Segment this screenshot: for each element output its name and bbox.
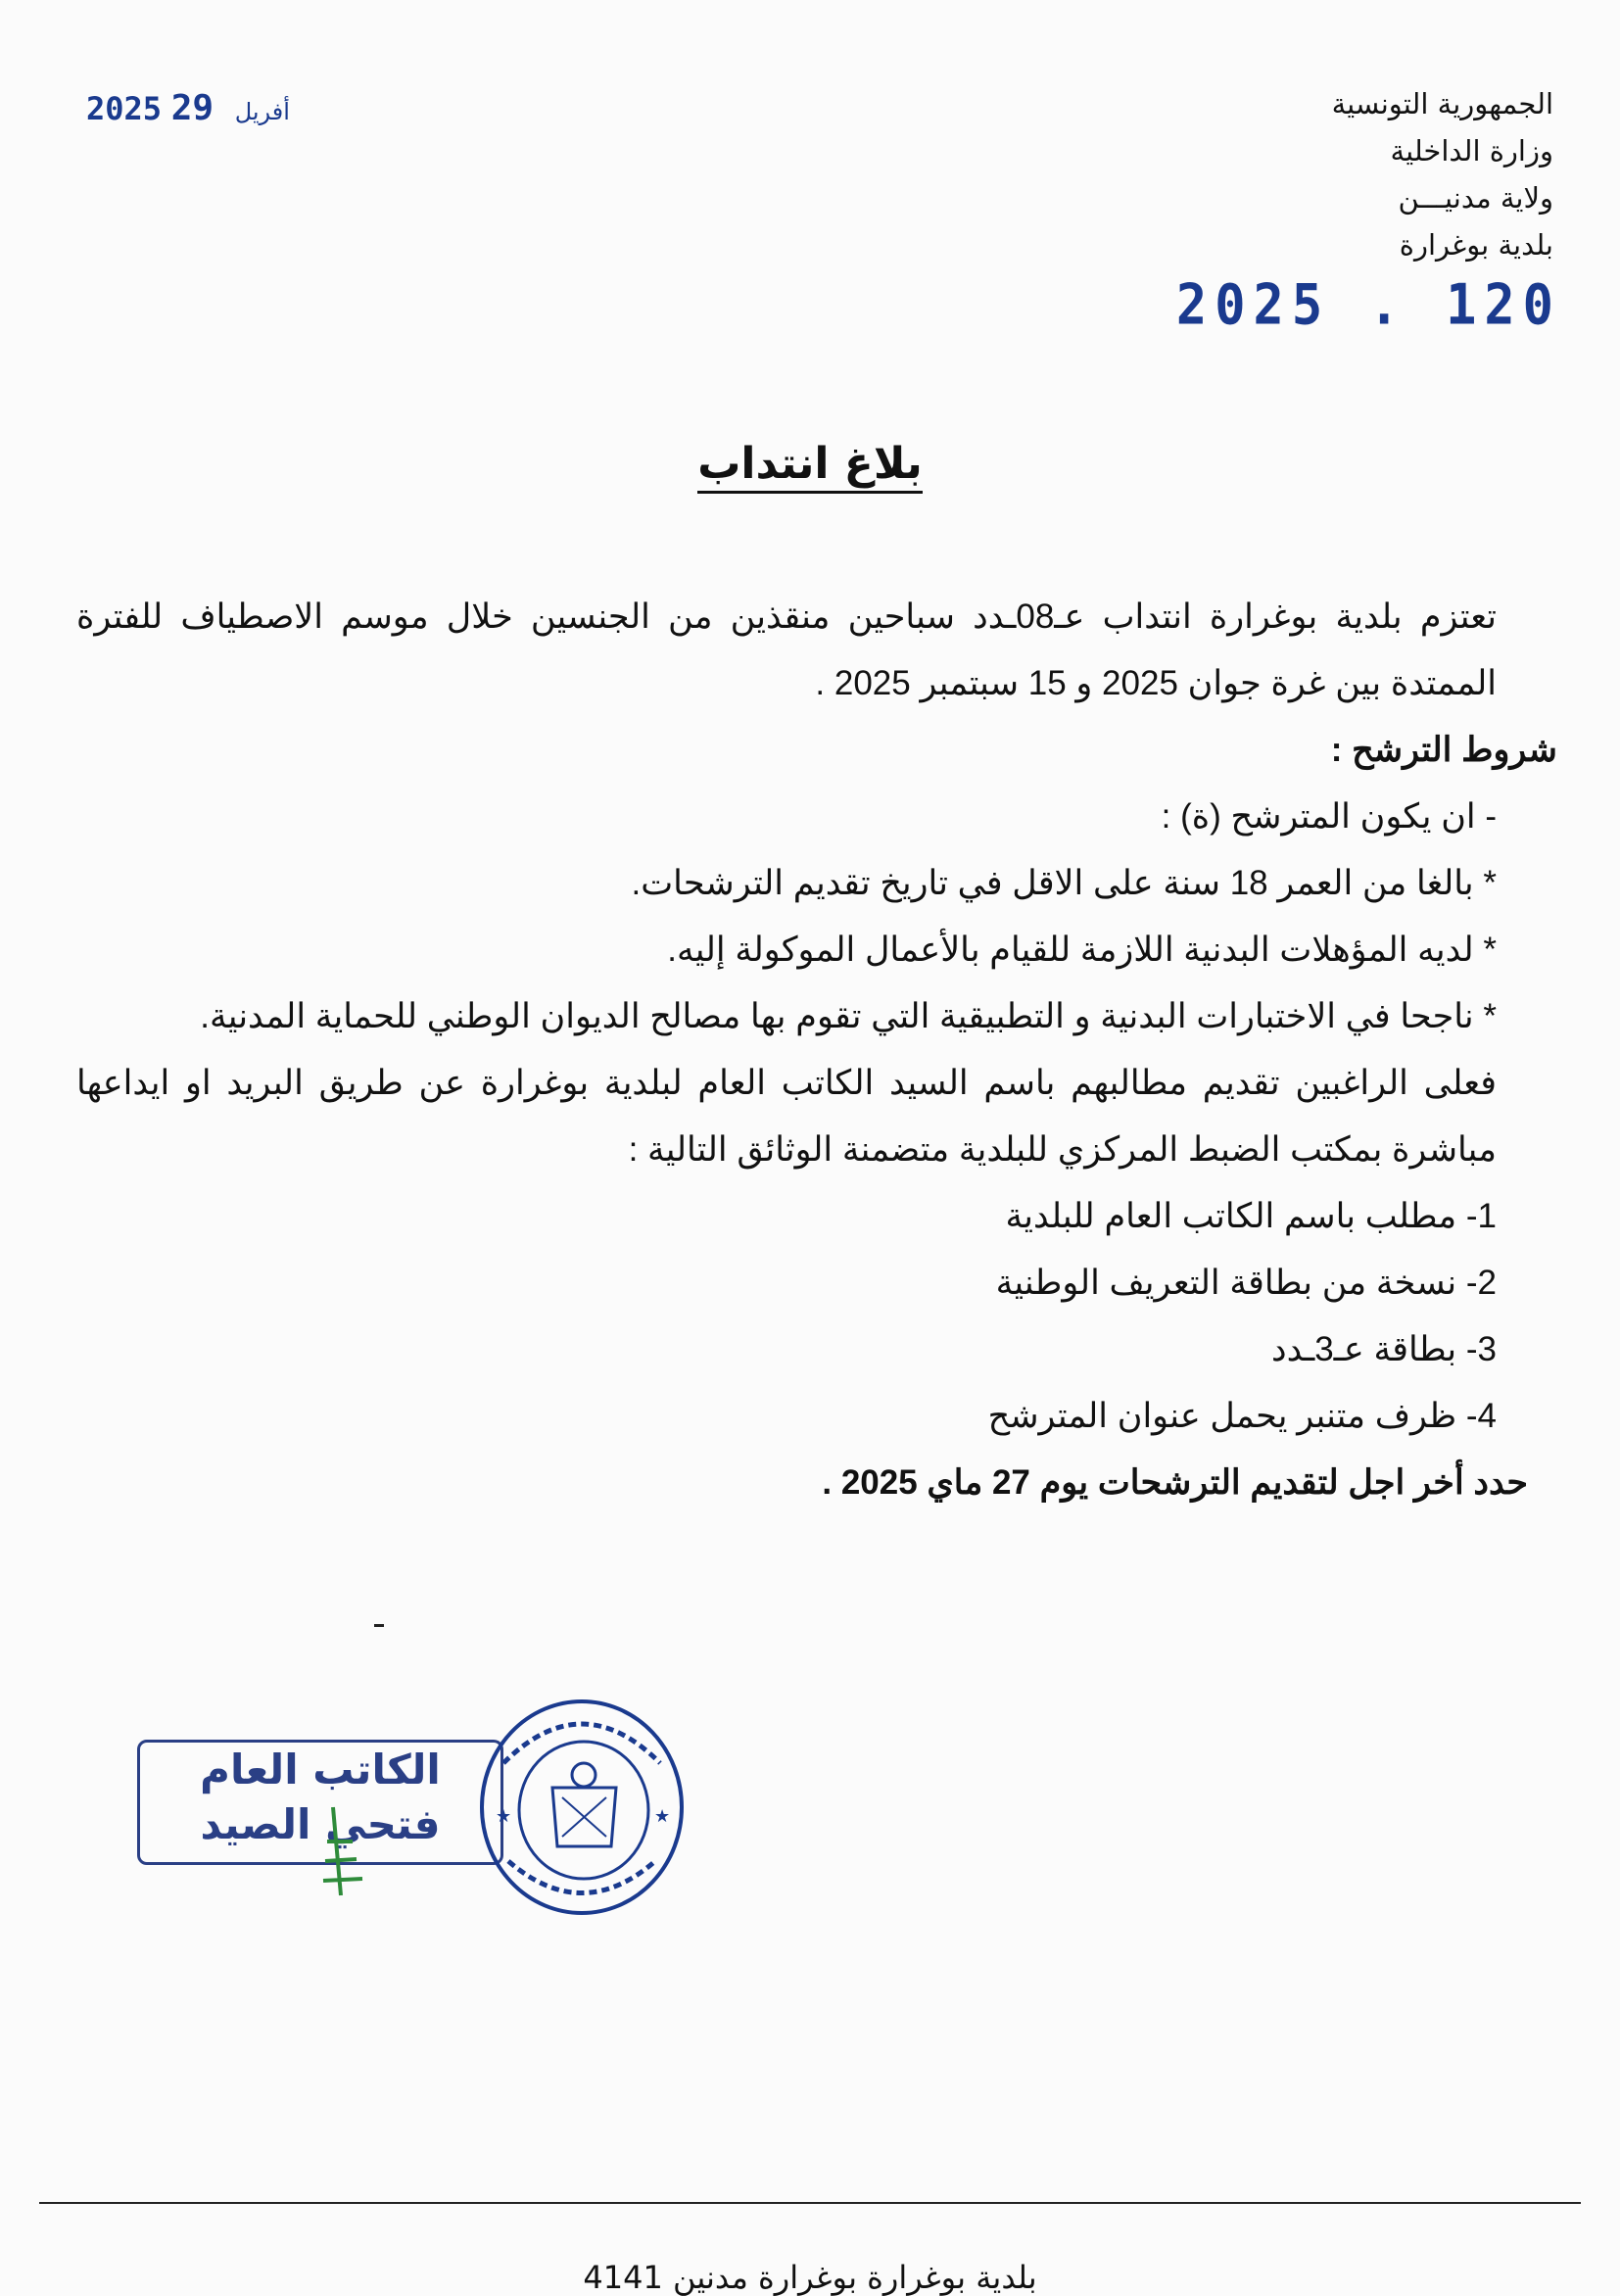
signature-name: فتحي الصيد	[200, 1800, 441, 1848]
date-stamp-day: 29	[170, 88, 214, 128]
date-stamp-month: أفريل	[234, 98, 290, 125]
document-item-2: 2- نسخة من بطاقة التعريف الوطنية	[995, 1264, 1497, 1302]
footer-divider	[39, 2202, 1581, 2204]
official-seal-icon	[474, 1695, 690, 1920]
document-item-4: 4- ظرف متنبر يحمل عنوان المترشح	[987, 1397, 1497, 1435]
letterhead-municipality: بلدية بوغرارة	[1399, 228, 1553, 262]
svg-text:★: ★	[496, 1806, 512, 1827]
letterhead	[1332, 80, 1553, 268]
condition-tests: * ناجحا في الاختبارات البدنية و التطبيقية التي تقوم بها مصالح الديوان الوطني للحماية المدنية.	[200, 997, 1497, 1035]
intro-paragraph: تعتزم بلدية بوغرارة انتداب عـ08ـدد سباحين منقذين من الجنسين خلال موسم الاصطياف للفترة الممتدة بين غرة جوان 2025 و 15 سبتمبر 2025 .	[76, 598, 1497, 702]
condition-intro: - ان يكون المترشح (ة) :	[1161, 797, 1497, 836]
signature-tick-icon	[313, 1802, 382, 1910]
footer-address: بلدية بوغرارة بوغرارة مدنين 4141	[583, 2259, 1037, 2296]
date-stamp-year: 2025	[86, 90, 163, 127]
condition-physical: * لديه المؤهلات البدنية اللازمة للقيام بالأعمال الموكولة إليه.	[667, 931, 1497, 969]
date-stamp	[86, 88, 302, 128]
deadline-notice: حدد أخر اجل لتقديم الترشحات يوم 27 ماي 2025 .	[822, 1463, 1528, 1502]
conditions-heading: شروط الترشح :	[1330, 731, 1557, 769]
document-item-3: 3- بطاقة عـ3ـدد	[1270, 1330, 1497, 1368]
stray-mark	[374, 1624, 384, 1627]
submission-paragraph: فعلى الراغبين تقديم مطالبهم باسم السيد الكاتب العام لبلدية بوغرارة عن طريق البريد او ايداعها مباشرة بمكتب الضبط المركزي للبلدية متضمنة الوثائق التالية :	[76, 1064, 1497, 1169]
document-item-1: 1- مطلب باسم الكاتب العام للبلدية	[1005, 1197, 1497, 1235]
document-title-text: بلاغ انتداب	[697, 439, 923, 494]
letterhead-ministry: وزارة الداخلية	[1390, 134, 1553, 167]
letterhead-republic: الجمهورية التونسية	[1331, 87, 1553, 120]
announcement-body	[76, 584, 1557, 1516]
signature-title: الكاتب العام	[200, 1746, 441, 1794]
svg-text:★: ★	[654, 1806, 671, 1827]
condition-age: * بالغا من العمر 18 سنة على الاقل في تاريخ تقديم الترشحات.	[631, 864, 1497, 902]
document-title	[0, 439, 1620, 489]
letterhead-governorate: ولاية مدنيـــن	[1398, 181, 1553, 215]
reference-number-stamp: 2025 . 120	[1175, 273, 1561, 338]
